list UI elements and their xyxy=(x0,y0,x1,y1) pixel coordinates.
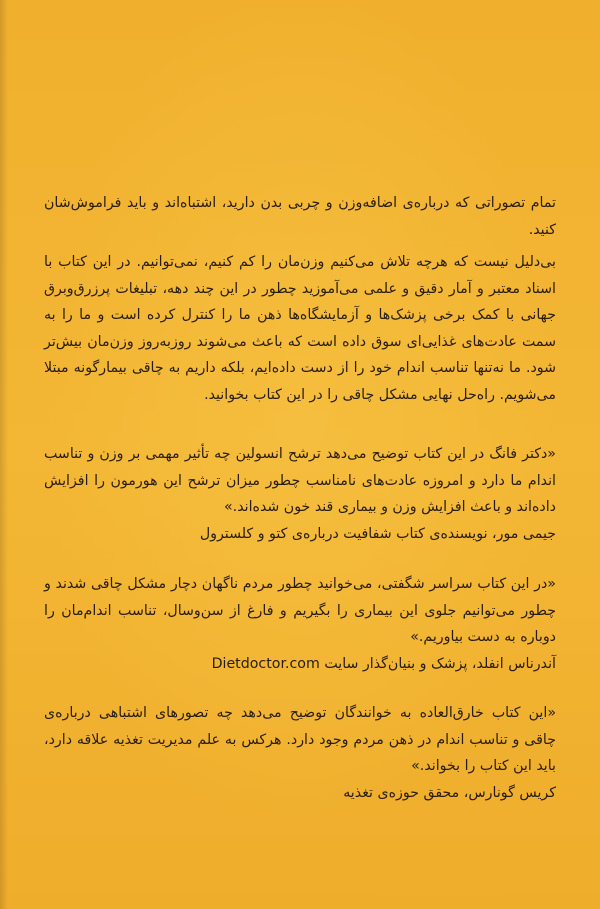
quote-block xyxy=(44,700,556,806)
quote-attribution: آندرناس انفلد، پزشک و بنیان‌گذار سایت Dietdoctor.com xyxy=(211,655,556,672)
quote-text: «این کتاب خارق‌العاده به خوانندگان توضیح می‌دهد چه تصورهای اشتباهی درباره‌ی چاقی و تناسب اندام در ذهن مردم وجود دارد. هرکس به علم مدیریت تغذیه علاقه دارد، باید این کتاب را بخواند.» xyxy=(44,705,556,774)
intro-section xyxy=(44,190,556,408)
quote-block xyxy=(44,441,556,547)
quote-block xyxy=(44,571,556,677)
intro-paragraph-2: بی‌دلیل نیست که هرچه تلاش می‌کنیم وزن‌مان را کم کنیم، نمی‌توانیم. در این کتاب با اسناد معتبر و آمار دقیق و علمی می‌آموزید چطور در این چند دهه، تبلیغات پرزرق‌وبرق جهانی با کمک برخی پزشک‌ها و آزمایشگاه‌ها ذهن ما را کنترل کرده است و ما را به سمت عادت‌های غذایی‌ای سوق داده است که باعث می‌شوند روزبه‌روز وزن‌مان بیش‌تر شود. ما نه‌تنها تناسب اندام خود را از دست داده‌ایم، بلکه داریم به چاقی بیمارگونه مبتلا می‌شویم. راه‌حل نهایی مشکل چاقی را در این کتاب بخوانید. xyxy=(44,254,556,403)
quote-text: «دکتر فانگ در این کتاب توضیح می‌دهد ترشح انسولین چه تأثیر مهمی بر وزن و تناسب اندام ما دارد و امروزه عادت‌های نامناسب چطور میزان ترشح این هورمون را افزایش داده‌اند و باعث افزایش وزن و بیماری قند خون شده‌اند.» xyxy=(44,446,556,515)
quote-text: «در این کتاب سراسر شگفتی، می‌خوانید چطور مردم ناگهان دچار مشکل چاقی شدند و چطور می‌توانیم جلوی این بیماری را بگیریم و فارغ از سن‌وسال، تناسب اندام‌مان را دوباره به دست بیاوریم.» xyxy=(44,576,556,645)
quote-attribution: کریس گونارس، محقق حوزه‌ی تغذیه xyxy=(343,784,556,801)
quote-attribution: جیمی مور، نویسنده‌ی کتاب شفافیت درباره‌ی کتو و کلسترول xyxy=(199,525,556,542)
intro-paragraph-1: تمام تصوراتی که درباره‌ی اضافه‌وزن و چربی بدن دارید، اشتباه‌اند و باید فراموش‌شان کنید. xyxy=(44,195,556,238)
